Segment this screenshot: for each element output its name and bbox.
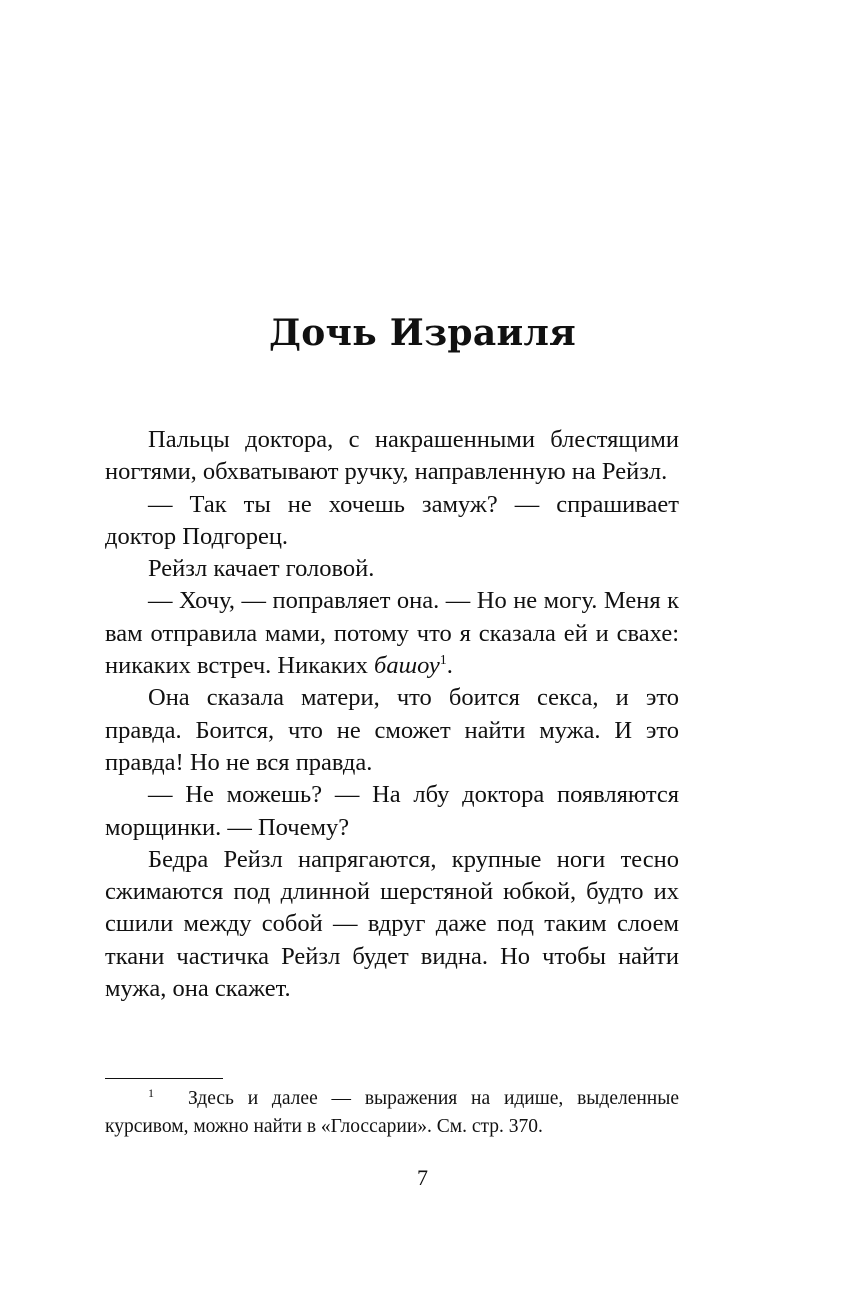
footnote-text: Здесь и далее — выражения на идише, выделенные курсивом, можно найти в «Глоссарии». См. стр. 370. (105, 1088, 679, 1137)
paragraph (105, 585, 679, 682)
paragraph: Бедра Рейзл напрягаются, крупные ноги тесно сжимаются под длинной шерстяной юбкой, будто их сшили между собой — вдруг даже под таким слоем ткани частичка Рейзл будет видна. Но чтобы найти мужа, она скажет. (105, 845, 679, 1003)
paragraph: Пальцы доктора, с накрашенными блестящими ногтями, обхватывают ручку, направленную на Рейзл. (105, 426, 679, 486)
paragraph-end: . (446, 652, 453, 680)
footnote-divider (105, 1078, 223, 1079)
chapter-title: Дочь Израиля (268, 312, 577, 354)
paragraph: Она сказала матери, что боится секса, и это правда. Боится, что не сможет найти мужа. И это правда! Но не вся правда. (105, 684, 679, 776)
page-number: 7 (417, 1165, 428, 1190)
paragraph: — Не можешь? — На лбу доктора появляются морщинки. — Почему? (105, 781, 679, 841)
footnote-reference[interactable]: 1 (439, 653, 447, 669)
body-text (105, 424, 679, 1005)
paragraph: Рейзл качает головой. (148, 555, 375, 583)
yiddish-term: башоу (374, 652, 440, 680)
paragraph: — Так ты не хочешь замуж? — спрашивает доктор Подгорец. (105, 490, 679, 550)
paragraph-text: — Хочу, — поправляет она. — Но не могу. Меня к вам отправила мами, потому что я сказала ей и свахе: никаких встреч. Никаких (105, 587, 679, 680)
footnote: 1 Здесь и далее — выражения на идише, выделенные курсивом, можно найти в «Глоссарии». См. стр. 370. (105, 1086, 679, 1137)
